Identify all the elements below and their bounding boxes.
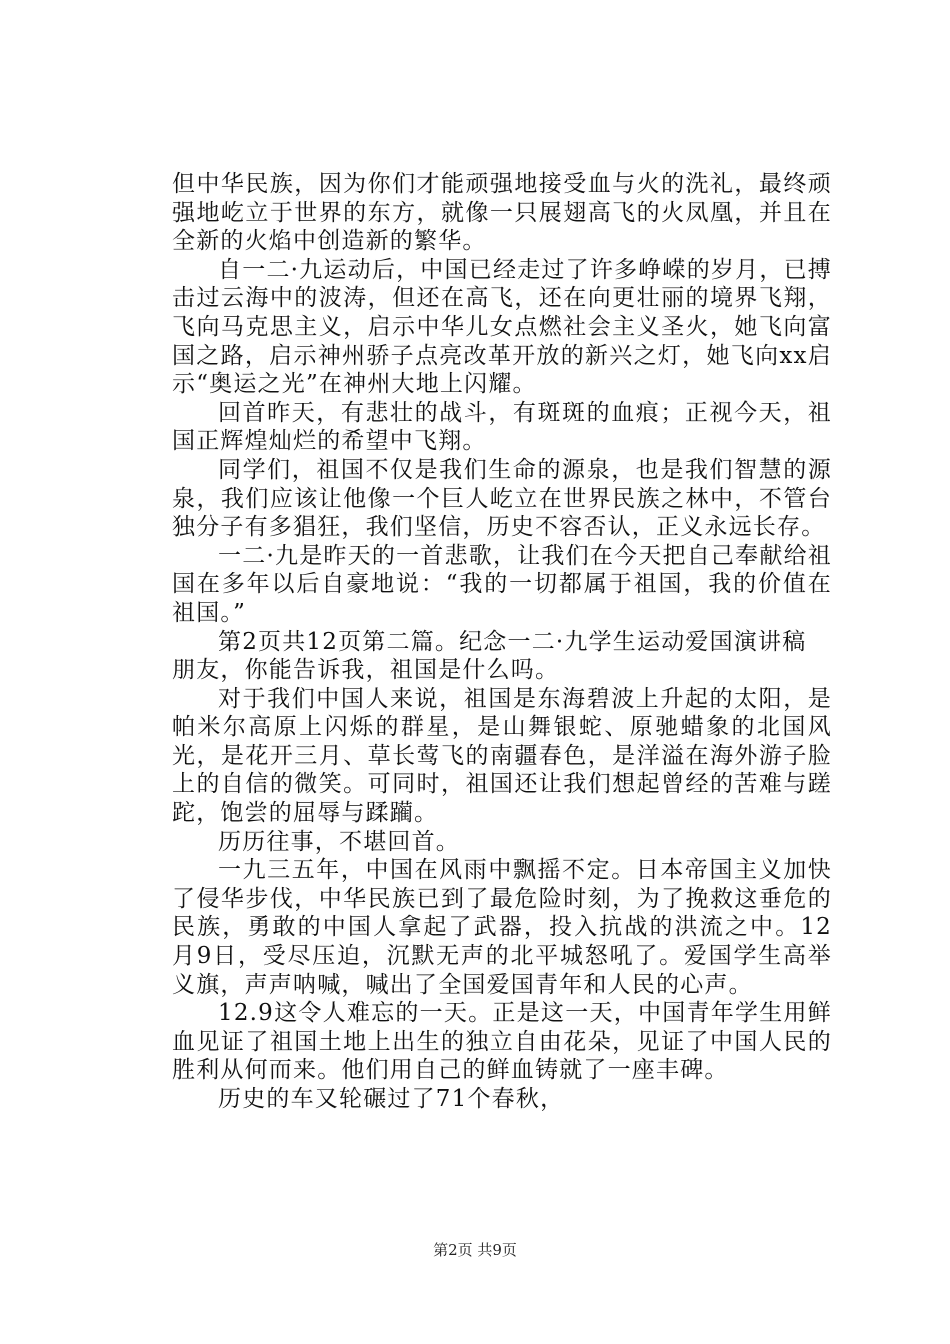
paragraph-9: 历历往事，不堪回首。	[218, 828, 460, 855]
page-number-label: 第2页 共9页	[433, 1241, 517, 1259]
paragraph-6-heading: 第2页共12页第二篇。纪念一二·九学生运动爱国演讲稿	[218, 628, 807, 655]
paragraph-5: 一二·九是昨天的一首悲歌，让我们在今天把自己奉献给祖国在多年以后自豪地说：“我的一切都属于祖国，我的价值在祖国。”	[172, 542, 832, 626]
document-body	[172, 170, 832, 1114]
paragraph-11: 12.9这令人难忘的一天。正是这一天，中国青年学生用鲜血见证了祖国土地上出生的独立自由花朵，见证了中国人民的胜利从何而来。他们用自己的鲜血铸就了一座丰碑。	[172, 1000, 832, 1084]
paragraph-2: 自一二·九运动后，中国已经走过了许多峥嵘的岁月，已搏击过云海中的波涛，但还在高飞，还在向更壮丽的境界飞翔，飞向马克思主义，启示中华儿女点燃社会主义圣火，她飞向富国之路，启示神州骄子点亮改革开放的新兴之灯，她飞向xx启示“奥运之光”在神州大地上闪耀。	[172, 256, 832, 398]
paragraph-1: 但中华民族，因为你们才能顽强地接受血与火的洗礼，最终顽强地屹立于世界的东方，就像一只展翅高飞的火凤凰，并且在全新的火焰中创造新的繁华。	[172, 171, 832, 255]
paragraph-4: 同学们，祖国不仅是我们生命的源泉，也是我们智慧的源泉，我们应该让他像一个巨人屹立在世界民族之林中，不管台独分子有多猖狂，我们坚信，历史不容否认，正义永远长存。	[172, 456, 832, 541]
paragraph-7: 朋友，你能告诉我，祖国是什么吗。	[172, 657, 560, 684]
paragraph-12: 历史的车又轮碾过了71个春秋，	[218, 1086, 565, 1112]
paragraph-3: 回首昨天，有悲壮的战斗，有斑斑的血痕；正视今天，祖国正辉煌灿烂的希望中飞翔。	[172, 399, 832, 455]
paragraph-8: 对于我们中国人来说，祖国是东海碧波上升起的太阳，是帕米尔高原上闪烁的群星，是山舞银蛇、原驰蜡象的北国风光，是花开三月、草长莺飞的南疆春色，是洋溢在海外游子脸上的自信的微笑。可同时，祖国还让我们想起曾经的苦难与蹉跎，饱尝的屈辱与蹂躏。	[172, 685, 832, 827]
paragraph-10: 一九三五年，中国在风雨中飘摇不定。日本帝国主义加快了侵华步伐，中华民族已到了最危险时刻，为了挽救这垂危的民族，勇敢的中国人拿起了武器，投入抗战的洪流之中。12月9日，受尽压迫，沉默无声的北平城怒吼了。爱国学生高举义旗，声声呐喊，喊出了全国爱国青年和人民的心声。	[172, 857, 832, 998]
page-footer	[0, 1240, 950, 1260]
